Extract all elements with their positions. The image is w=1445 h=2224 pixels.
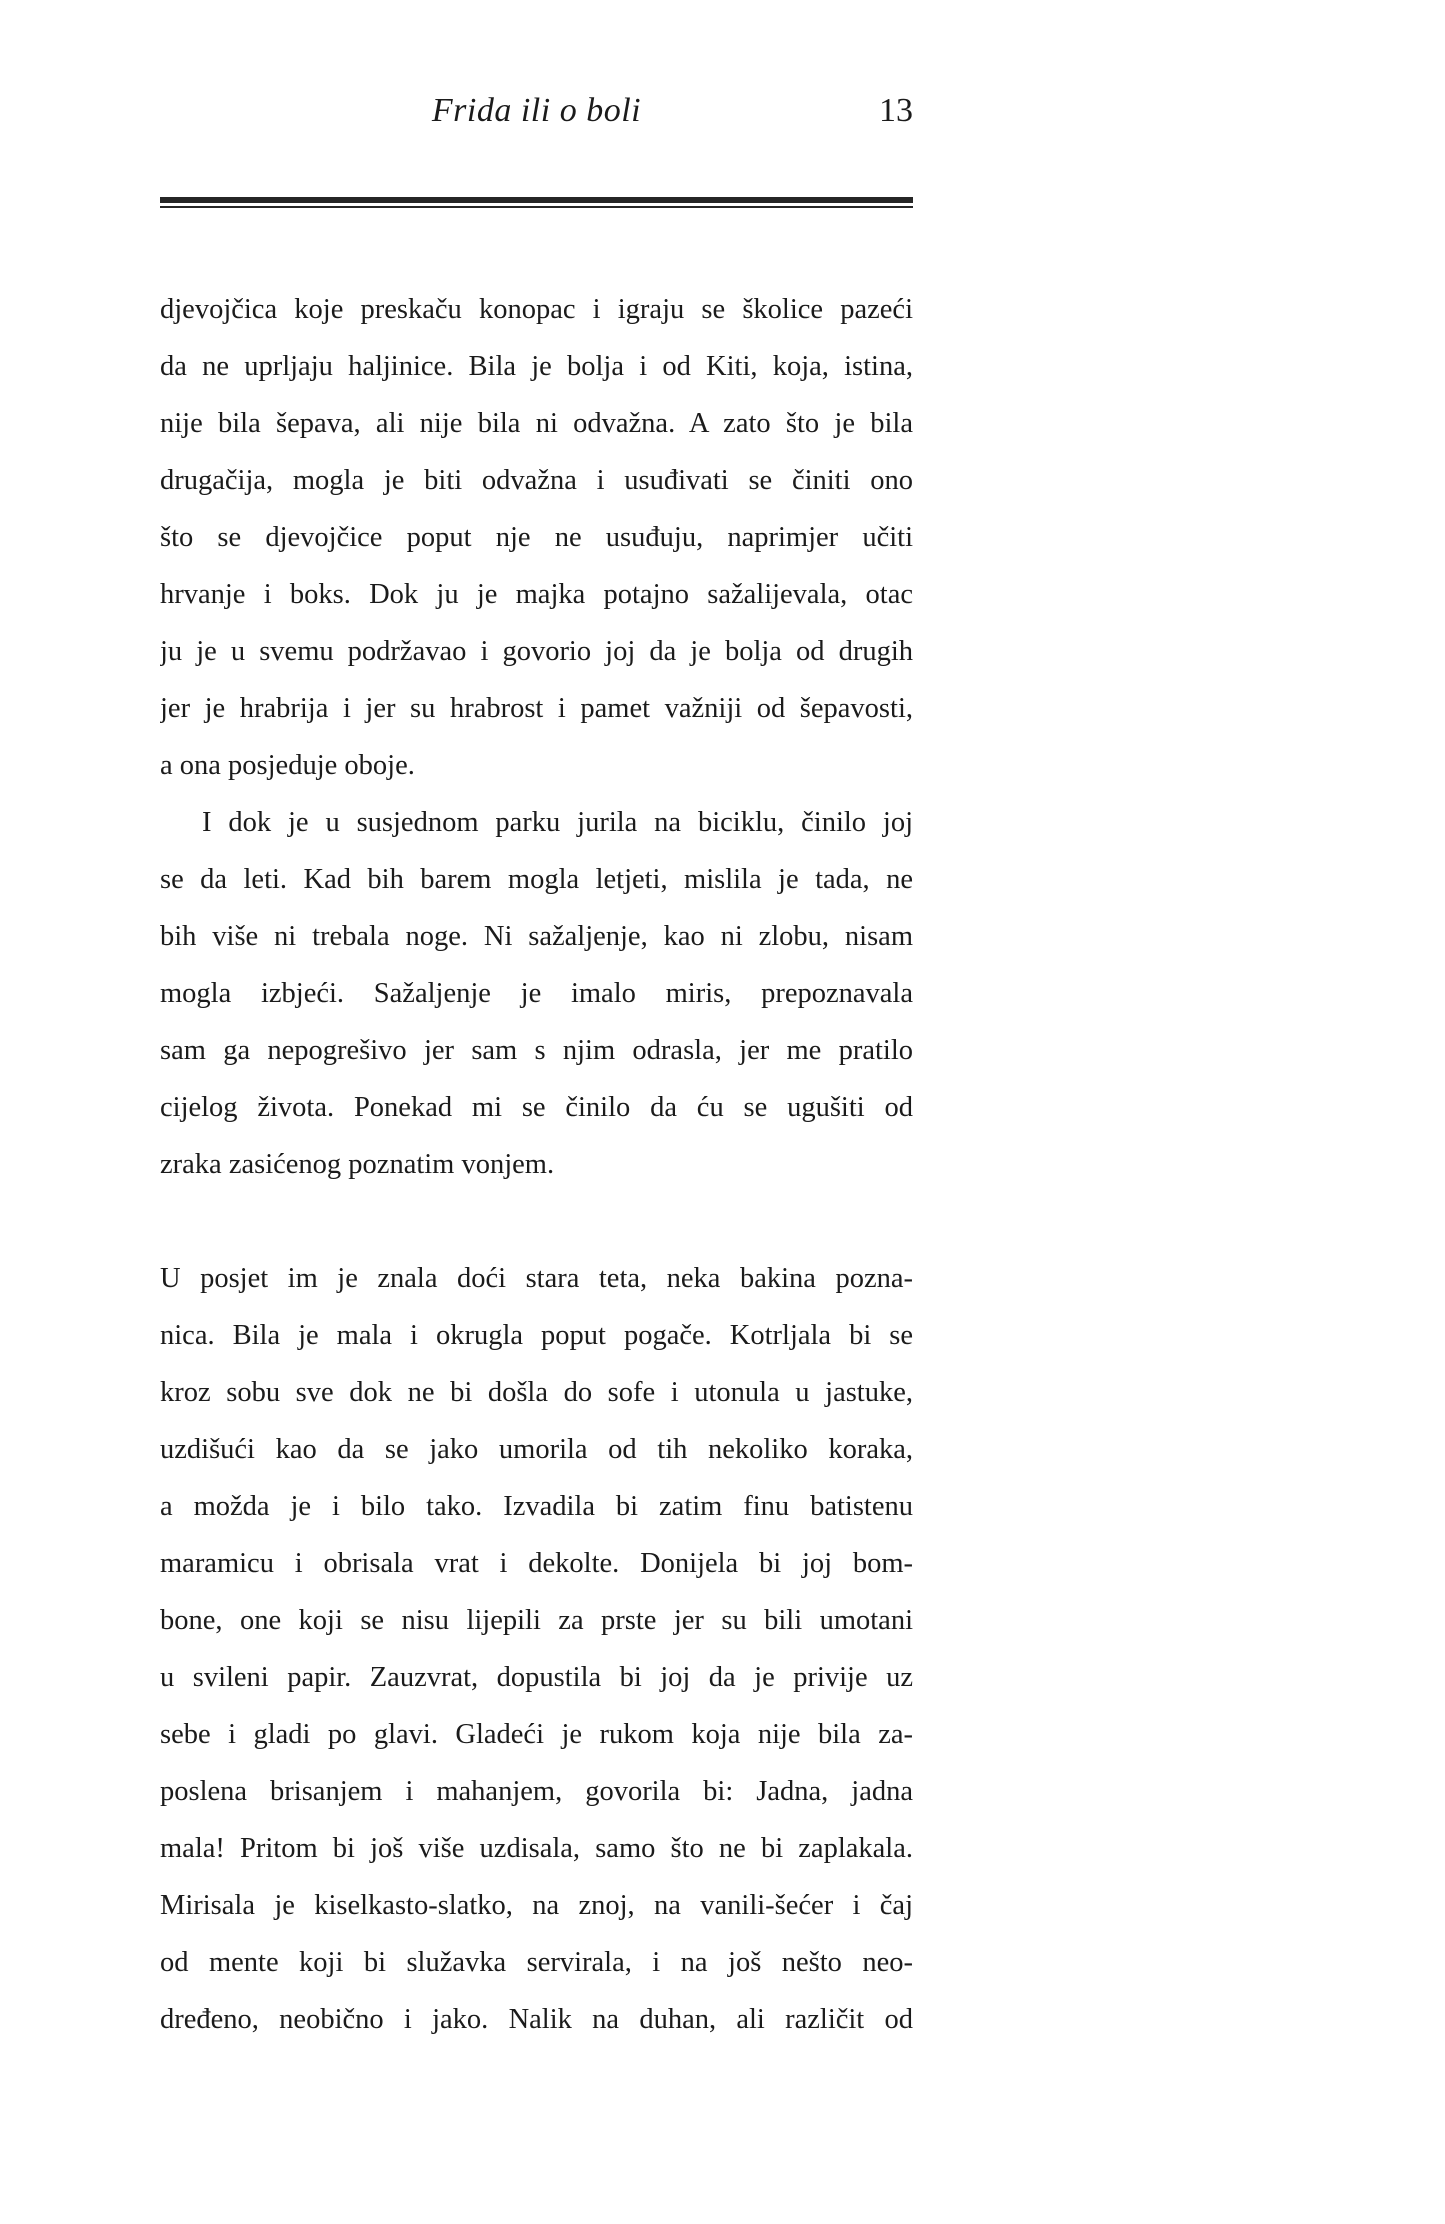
text-line: a ona posjeduje oboje. <box>160 750 415 781</box>
header-rule-thick <box>160 197 913 203</box>
text-line: što se djevojčice poput nje ne usuđuju, naprimjer učiti <box>160 522 913 553</box>
text-line: jer je hrabrija i jer su hrabrost i pamet važniji od šepavosti, <box>160 693 913 724</box>
text-line: bih više ni trebala noge. Ni sažaljenje, kao ni zlobu, nisam <box>160 921 913 952</box>
text-line: bone, one koji se nisu lijepili za prste jer su bili umotani <box>160 1605 913 1636</box>
text-line: od mente koji bi služavka servirala, i na još nešto neo- <box>160 1947 913 1978</box>
page-number: 13 <box>879 92 913 129</box>
text-line: I dok je u susjednom parku jurila na biciklu, činilo joj <box>202 807 913 838</box>
text-line: mala! Pritom bi još više uzdisala, samo što ne bi zaplakala. <box>160 1833 913 1864</box>
text-line: cijelog života. Ponekad mi se činilo da ću se ugušiti od <box>160 1092 913 1123</box>
running-head-title: Frida ili o boli <box>431 92 642 129</box>
text-line: zraka zasićenog poznatim vonjem. <box>160 1149 555 1180</box>
text-line: kroz sobu sve dok ne bi došla do sofe i utonula u jastuke, <box>160 1377 913 1408</box>
text-line: poslena brisanjem i mahanjem, govorila bi: Jadna, jadna <box>160 1776 913 1807</box>
text-line: dređeno, neobično i jako. Nalik na duhan, ali različit od <box>160 2004 913 2035</box>
paragraph <box>160 794 913 1193</box>
text-line: se da leti. Kad bih barem mogla letjeti, mislila je tada, ne <box>160 864 913 895</box>
text-line: sebe i gladi po glavi. Gladeći je rukom koja nije bila za- <box>160 1719 913 1750</box>
running-head <box>160 92 913 140</box>
body-text <box>160 281 913 2048</box>
text-line: u svileni papir. Zauzvrat, dopustila bi joj da je privije uz <box>160 1662 913 1693</box>
text-line: ju je u svemu podržavao i govorio joj da je bolja od drugih <box>160 636 913 667</box>
paragraph <box>160 281 913 794</box>
header-rule <box>160 197 913 208</box>
text-column <box>160 0 913 2224</box>
text-line: drugačija, mogla je biti odvažna i usuđivati se činiti ono <box>160 465 913 496</box>
text-line: uzdišući kao da se jako umorila od tih nekoliko koraka, <box>160 1434 913 1465</box>
text-line: maramicu i obrisala vrat i dekolte. Donijela bi joj bom- <box>160 1548 913 1579</box>
text-line: nije bila šepava, ali nije bila ni odvažna. A zato što je bila <box>160 408 913 439</box>
text-line: djevojčica koje preskaču konopac i igraju se školice pazeći <box>160 294 913 325</box>
text-line: da ne uprljaju haljinice. Bila je bolja i od Kiti, koja, istina, <box>160 351 913 382</box>
text-line: sam ga nepogrešivo jer sam s njim odrasla, jer me pratilo <box>160 1035 913 1066</box>
text-line: hrvanje i boks. Dok ju je majka potajno sažalijevala, otac <box>160 579 913 610</box>
text-line: mogla izbjeći. Sažaljenje je imalo miris, prepoznavala <box>160 978 913 1009</box>
text-line: a možda je i bilo tako. Izvadila bi zatim finu batistenu <box>160 1491 913 1522</box>
text-line: nica. Bila je mala i okrugla poput pogače. Kotrljala bi se <box>160 1320 913 1351</box>
paragraph <box>160 1250 913 2048</box>
header-rule-thin <box>160 206 913 208</box>
text-line: Mirisala je kiselkasto-slatko, na znoj, na vanili-šećer i čaj <box>160 1890 913 1921</box>
text-line: U posjet im je znala doći stara teta, neka bakina pozna- <box>160 1263 913 1294</box>
